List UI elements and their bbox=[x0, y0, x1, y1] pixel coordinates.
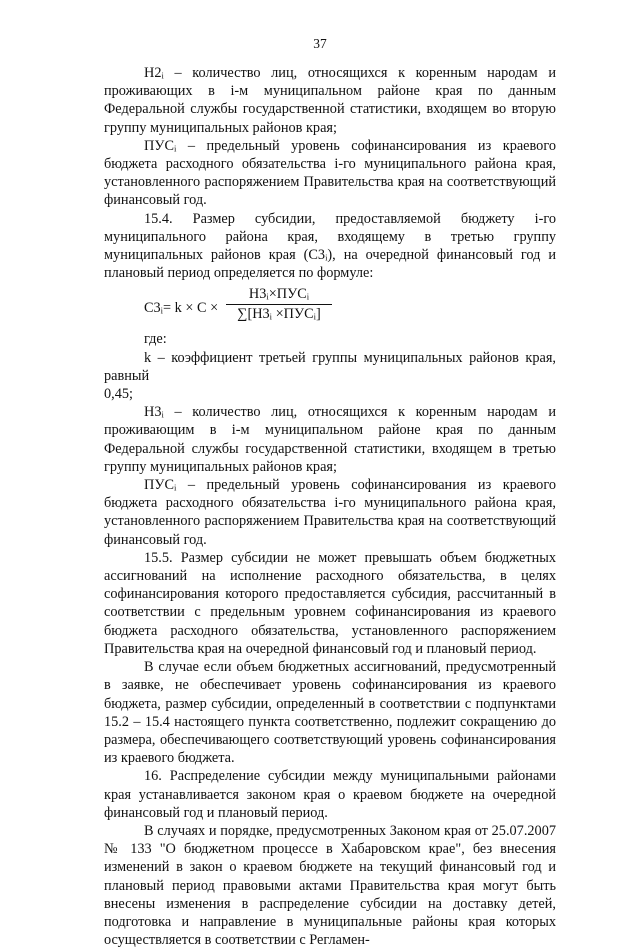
paragraph-amendments: В случаях и порядке, предусмотренных Законом края от 25.07.2007 № 133 "О бюджетном процессе в Хабаровском крае", без внесения изменений в закон о краевом бюджете на текущий финансовый год и плановый период правовыми актами Правительства края могут быть внесены изменения в распределение субсидии на доставку детей, подготовка и направление в муниципальные районы края которых осуществляется в соответствии с Регламен- bbox=[104, 822, 556, 949]
formula-fraction-bar bbox=[226, 304, 332, 305]
where-label: где: bbox=[144, 331, 167, 348]
paragraph-pus-definition-2: ПУСᵢ – предельный уровень софинансирования из краевого бюджета расходного обязательства i-го муниципального района края, установленного распоряжением Правительства края на соответствующий финансовый год. bbox=[104, 477, 556, 548]
k-coefficient-line: k – коэффициент третьей группы муниципальных районов края, равный bbox=[104, 349, 556, 384]
body-text bbox=[104, 64, 556, 949]
paragraph-n3-definition: Н3ᵢ – количество лиц, относящихся к коренным народам и проживающим в i-м муниципальном районе края по данным Федеральной службы государственной статистики, входящем в третью группу муниципальных районов края; bbox=[104, 404, 556, 475]
paragraph-16: 16. Распределение субсидии между муниципальными районами края устанавливается законом края о краевом бюджете на очередной финансовый год и плановый период. bbox=[104, 768, 556, 821]
paragraph-15-5: 15.5. Размер субсидии не может превышать объем бюджетных ассигнований на исполнение расходного обязательства, в целях софинансирования которого предоставляется субсидия, рассчитанный в соответствии с предельным уровнем софинансирования из краевого бюджета расходного обязательства, установленного распоряжением Правительства края на очередной финансовый год и плановый период. bbox=[104, 549, 556, 657]
paragraph-15-4: 15.4. Размер субсидии, предоставляемой бюджету i-го муниципального района края, входящему в третью группу муниципальных районов края (С3ᵢ), на очередной финансовый год и плановый период определяется по формуле: bbox=[104, 210, 556, 282]
page-number: 37 bbox=[313, 36, 327, 51]
formula-fraction bbox=[226, 286, 332, 323]
formula-numerator: Н3ᵢ×ПУСᵢ bbox=[248, 286, 310, 303]
subsidy-formula bbox=[144, 286, 556, 330]
formula-denominator: ∑[Н3ᵢ ×ПУСᵢ] bbox=[237, 306, 321, 323]
formula-lhs: С3ᵢ= k × C × bbox=[144, 300, 219, 317]
paragraph-reduction: В случае если объем бюджетных ассигнований, предусмотренный в заявке, не обеспечивает уровень софинансирования из краевого бюджета, размер субсидии, определенный в соответствии с подпунктами 15.2 – 15.4 настоящего пункта соответственно, подлежит сокращению до размера, обеспечивающего соответствующий уровень софинансирования из краевого бюджета. bbox=[104, 659, 556, 767]
paragraph-n2-definition: Н2ᵢ – количество лиц, относящихся к коренным народам и проживающих в i-м муниципальном районе края по данным Федеральной службы государственной статистики, входящем во вторую группу муниципальных районов края; bbox=[104, 65, 556, 136]
k-coefficient-value: 0,45; bbox=[104, 386, 133, 403]
paragraph-pus-definition: ПУСᵢ – предельный уровень софинансирования из краевого бюджета расходного обязательства i-го муниципального района края, установленного распоряжением Правительства края на соответствующий финансовый год. bbox=[104, 137, 556, 209]
